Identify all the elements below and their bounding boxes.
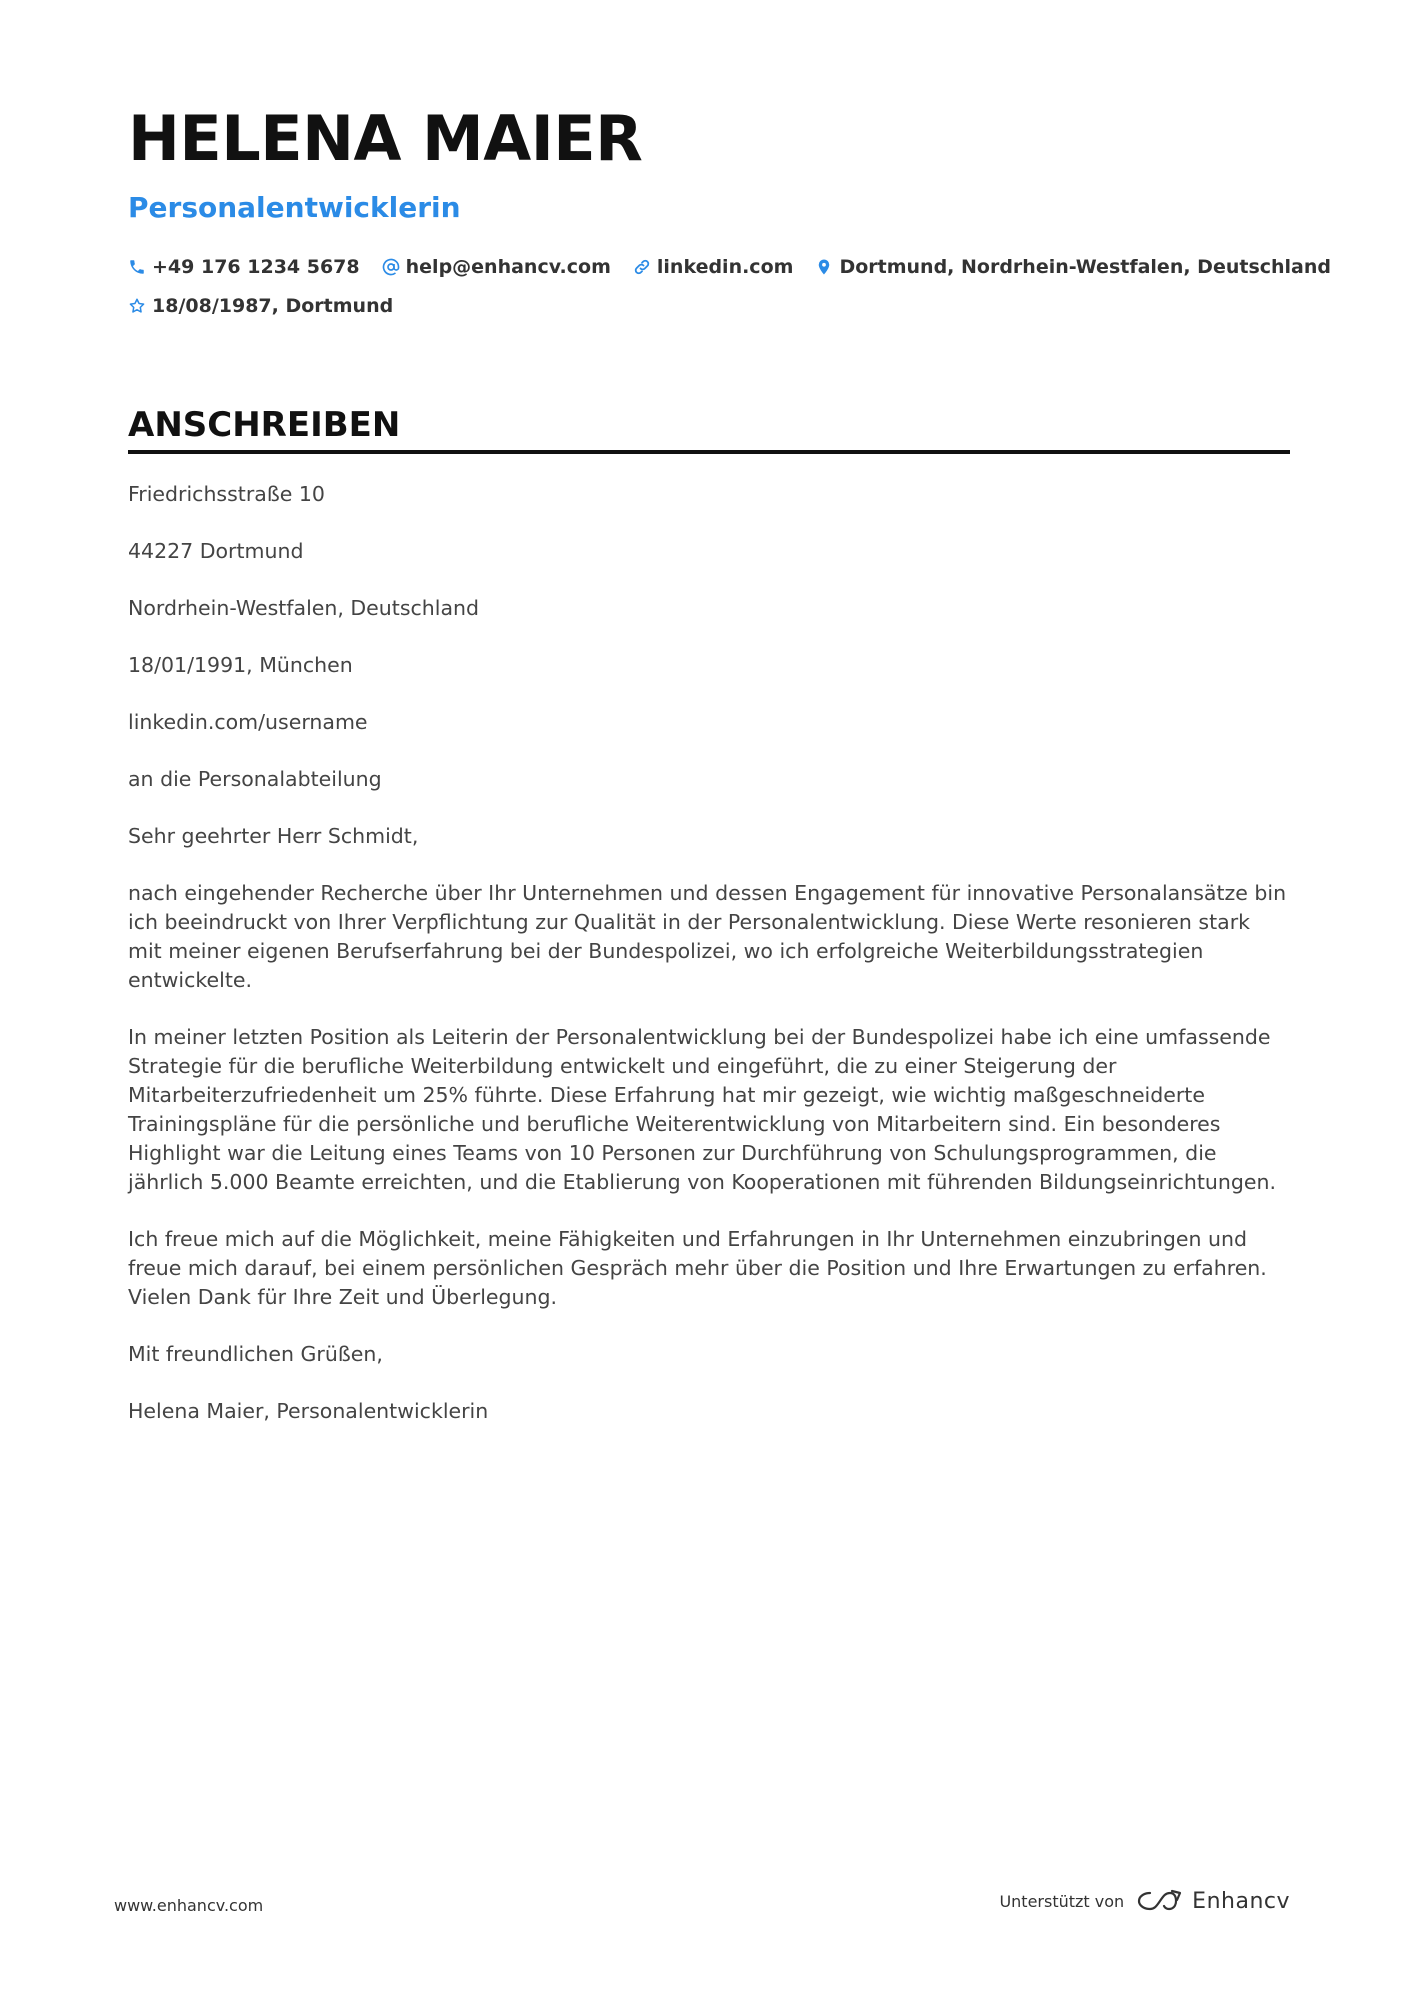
body-paragraph: nach eingehender Recherche über Ihr Unternehmen und dessen Engagement für innovative Personalansätze bin ich beeindruckt von Ihrer Verpflichtung zur Qualität in der Personalentwicklung. Diese Werte resonieren stark mit meiner eigenen Berufserfahrung bei der Bundespolizei, wo ich erfolgreiche Weiterbildungsstrategien entwickelte.: [128, 881, 1287, 992]
address-line: Nordrhein-Westfalen, Deutschland: [128, 596, 480, 620]
applicant-name: HELENA MAIER: [128, 102, 643, 175]
star-icon: [128, 297, 146, 315]
salutation: Sehr geehrter Herr Schmidt,: [128, 824, 419, 848]
footer-website[interactable]: www.enhancv.com: [114, 1896, 264, 1915]
at-icon: [382, 258, 400, 276]
powered-by-text: Unterstützt von: [999, 1891, 1125, 1911]
address-line: 44227 Dortmund: [128, 539, 304, 563]
contact-birth: [128, 295, 393, 317]
contact-row: [128, 256, 1353, 278]
address-line: Friedrichsstraße 10: [128, 482, 325, 506]
job-title: Personalentwicklerin: [128, 191, 461, 224]
address-line: 18/01/1991, München: [128, 653, 353, 677]
contact-linkedin[interactable]: [633, 256, 794, 278]
address-line: an die Personalabteilung: [128, 767, 382, 791]
contact-phone[interactable]: [128, 256, 360, 278]
contact-linkedin-text: linkedin.com: [656, 256, 794, 278]
body-paragraph: Ich freue mich auf die Möglichkeit, meine Fähigkeiten und Erfahrungen in Ihr Unternehmen einzubringen und freue mich darauf, bei einem persönlichen Gespräch mehr über die Position und Ihre Erwartungen zu erfahren. Vielen Dank für Ihre Zeit und Überlegung.: [128, 1227, 1267, 1309]
section-title: ANSCHREIBEN: [128, 405, 401, 445]
section-divider: [128, 450, 1290, 454]
footer-branding: [999, 1888, 1290, 1914]
contact-phone-text: +49 176 1234 5678: [152, 256, 360, 278]
phone-icon: [128, 258, 146, 276]
signature: Helena Maier, Personalentwicklerin: [128, 1399, 489, 1423]
contact-location: [815, 256, 1331, 278]
enhancv-brand-text: Enhancv: [1192, 1888, 1290, 1914]
address-line: linkedin.com/username: [128, 710, 368, 734]
contact-email[interactable]: [382, 256, 611, 278]
contact-email-text: help@enhancv.com: [405, 256, 611, 278]
closing: Mit freundlichen Grüßen,: [128, 1342, 383, 1366]
body-paragraph: In meiner letzten Position als Leiterin der Personalentwicklung bei der Bundespolizei habe ich eine umfassende Strategie für die berufliche Weiterbildung entwickelt und eingeführt, die zu einer Steigerung der Mitarbeiterzufriedenheit um 25% führte. Diese Erfahrung hat mir gezeigt, wie wichtig maßgeschneiderte Trainingspläne für die persönliche und berufliche Weiterentwicklung von Mitarbeitern sind. Ein besonderes Highlight war die Leitung eines Teams von 10 Personen zur Durchführung von Schulungsprogrammen, die jährlich 5.000 Beamte erreichten, und die Etablierung von Kooperationen mit führenden Bildungseinrichtungen.: [128, 1025, 1277, 1194]
contact-row-2: [128, 295, 415, 317]
location-icon: [815, 258, 833, 276]
contact-birth-text: 18/08/1987, Dortmund: [152, 295, 394, 317]
enhancv-logo-icon: [1136, 1888, 1184, 1914]
contact-location-text: Dortmund, Nordrhein-Westfalen, Deutschland: [839, 256, 1332, 278]
link-icon: [633, 258, 651, 276]
letter-body: [128, 480, 1290, 1454]
